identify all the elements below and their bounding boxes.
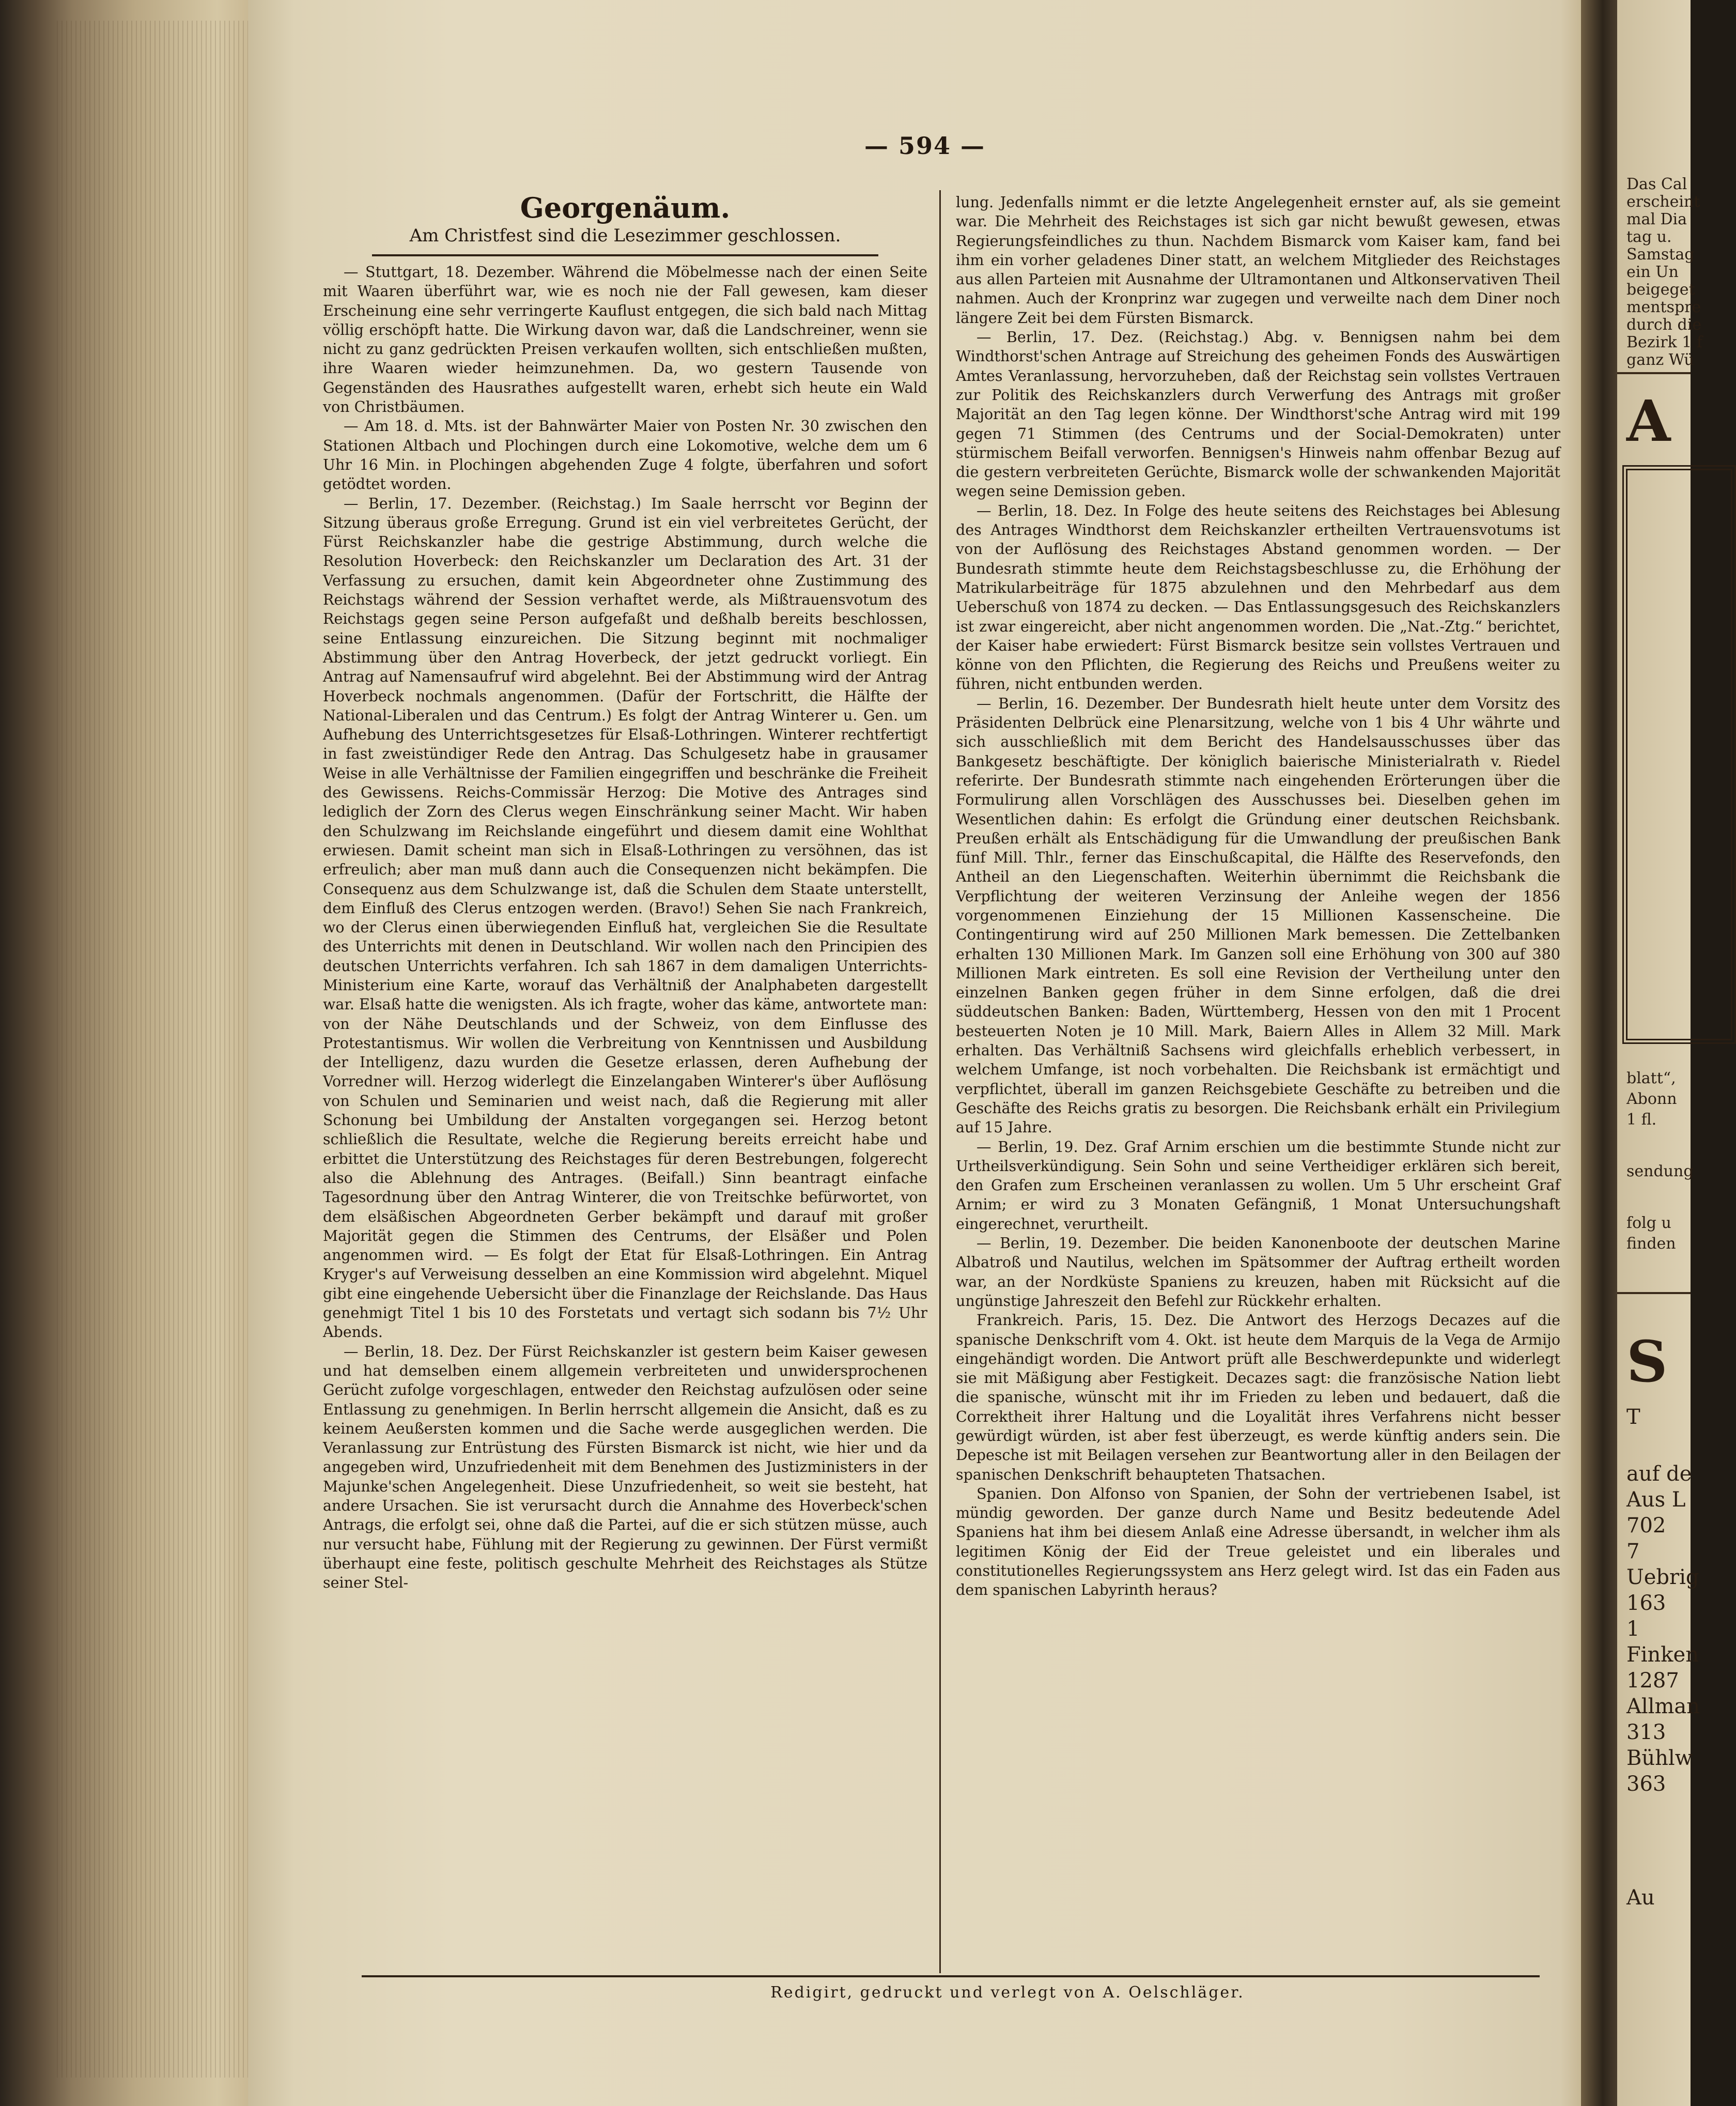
- article-berlin-arnim: — Berlin, 19. Dez. Graf Arnim erschien um die bestimmte Stunde nicht zur Urtheilsverkündigung. Sein Sohn und seine Vertheidiger erklären sich bereit, den Grafen zum Erscheinen veranlassen zu wollen. Um 5 Uhr erscheint Graf Arnim; er wird zu 3 Monaten Gefängniß, 1 Monat Untersuchungshaft eingerechnet, verurtheilt.: [956, 1138, 1560, 1233]
- article-berlin-bennigsen: — Berlin, 17. Dez. (Reichstag.) Abg. v. Bennigsen nahm bei dem Windthorst'schen Antrage auf Streichung des geheimen Fonds des Auswärtigen Amtes Veranlassung, hervorzuheben, daß der Reichstag sein vollstes Vertrauen zur Politik des Reichskanzlers durch Verwerfung des Antrags mit großer Majorität an den Tag legen könne. Der Windthorst'sche Antrag wird mit 199 gegen 71 Stimmen (des Centrums und der Social-Demokraten) unter stürmischem Beifall verworfen. Bennigsen's Hinweis nahm offenbar Bezug auf die gestern verbreiteten Gerüchte, Bismarck wolle der schwankenden Majorität wegen seine Demission geben.: [956, 329, 1560, 500]
- book-gutter: [1581, 0, 1617, 2106]
- next-page-line: sendung: [1626, 1162, 1694, 1180]
- next-page-ornament-frame: [1622, 465, 1736, 1044]
- article-spanien: Spanien. Don Alfonso von Spanien, der Sohn der vertriebenen Isabel, ist mündig geworden. Der ganze durch Name und Besitz bedeutende Adel Spaniens hat ihm bei diesem Anlaß eine Adresse übersandt, in welcher ihm als legitimen König der Eid der Treue geleistet und ein liberales und constitutionelles Regierungssystem ans Herz gelegt wird. Ist das ein Faden aus dem spanischen Labyrinth heraus?: [956, 1485, 1560, 1599]
- next-page-line: Finken: [1626, 1643, 1699, 1667]
- next-page-line: Allman: [1626, 1695, 1700, 1718]
- article-frankreich: Frankreich. Paris, 15. Dez. Die Antwort des Herzogs Decazes auf die spanische Denkschrift vom 4. Okt. ist heute dem Marquis de la Vega de Armijo eingehändigt worden. Die Antwort prüft alle Beschwerdepunkte und widerlegt sie mit Mäßigung aber Festigkeit. Decazes sagt: die französische Nation liebt die spanische, wünscht mit ihr im Frieden zu leben und bedauert, daß die Correktheit ihrer Haltung und die Loyalität ihres Verfahrens nicht besser gewürdigt würden, ist aber fest überzeugt, es werde künftig anders sein. Die Depesche ist mit Beilagen versehen zur Beantwortung aller in den Beilagen der spanischen Denkschrift behaupteten Thatsachen.: [956, 1312, 1560, 1483]
- next-page-rule: [1617, 372, 1691, 374]
- next-page-initial: S: [1626, 1328, 1668, 1395]
- next-page-initial: A: [1626, 388, 1671, 454]
- next-page-line: Abonn: [1626, 1090, 1677, 1108]
- next-page-line: Uebrig: [1626, 1565, 1699, 1589]
- article-berlin-18-kanzler: — Berlin, 18. Dez. Der Fürst Reichskanzler ist gestern beim Kaiser gewesen und hat demselben einem allgemein verbreiteten und unwidersprochenen Gerücht zufolge vorgeschlagen, entweder den Reichstag aufzulösen oder seine Entlassung zu genehmigen. In Berlin herrscht allgemein die Ansicht, daß es zu keinem Aeußersten kommen und die Sache werde ausgeglichen werden. Die Veranlassung zur Entrüstung des Fürsten Bismarck ist nicht, wie hier und da angegeben wird, Unzufriedenheit mit dem Benehmen des Justizministers in der Majunke'schen Angelegenheit. Diese Unzufriedenheit, so weit sie besteht, hat andere Ursachen. Sie ist verursacht durch die Annahme des Hoverbeck'schen Antrags, die erfolgt sei, ohne daß die Partei, auf die er sich stützen müsse, auch nur versucht habe, Fühlung mit der Regierung zu gewinnen. Der Fürst vermißt überhaupt eine feste, politisch geschulte Mehrheit des Reichstages als Stütze seiner Stel-: [323, 1343, 927, 1592]
- next-page-line: finden: [1626, 1235, 1676, 1253]
- article-stuttgart-moebelmesse: — Stuttgart, 18. Dezember. Während die Möbelmesse nach der einen Seite mit Waaren überführt war, wie es noch nie der Fall gewesen, kam dieser Erscheinung eine sehr verringerte Kauflust entgegen, die sich bald nach Mittag völlig erschöpft hatte. Die Wirkung davon war, daß die Landschreiner, wenn sie nicht zu ganz gedrückten Preisen verkaufen wollten, sich entschließen mußten, ihre Waaren wieder heimzunehmen. Da, wo gestern Tausende von Gegenständen des Hausrathes aufgestellt waren, erhebt sich heute ein Wald von Christbäumen.: [323, 264, 927, 416]
- column-divider: [939, 190, 941, 1973]
- next-page-line: mentspre: [1626, 298, 1701, 316]
- article-berlin-bundesrath: — Berlin, 16. Dezember. Der Bundesrath hielt heute unter dem Vorsitz des Präsidenten Delbrück eine Plenarsitzung, welche von 1 bis 4 Uhr währte und sich ausschließlich mit dem Bericht des Handelsausschusses über das Bankgesetz beschäftigte. Der königlich baierische Ministerialrath v. Riedel referirte. Der Bundesrath stimmte nach eingehenden Erörterungen über die Formulirung allen Vorschlägen des Ausschusses bei. Dieselben gehen im Wesentlichen dahin: Es erfolgt die Gründung einer deutschen Reichsbank. Preußen erhält als Entschädigung für die Umwandlung der preußischen Bank fünf Mill. Thlr., ferner das Einschußcapital, die Hälfte des Reservefonds, den Antheil an den Liegenschaften. Weiterhin übernimmt die Reichsbank die Verpflichtung der weiteren Verzinsung der Anleihe wegen der 1856 vorgenommenen Einziehung der 15 Millionen Kassenscheine. Die Contingentirung wird auf 250 Millionen Mark bemessen. Die Zettelbanken erhalten 130 Millionen Mark. Im Ganzen soll eine Erhöhung von 300 auf 380 Millionen Mark eintreten. Es soll eine Revision der Vertheilung unter den einzelnen Banken gegen früher in dem Sinne erfolgen, daß die drei süddeutschen Banken: Baden, Württemberg, Hessen von den mit 1 Procent besteuerten Noten je 10 Mill. Mark, Baiern Alles in Allem 32 Mill. Mark erhalten. Das Verhältniß Sachsens wird gleichfalls erheblich verbessert, in welchem Umfange, ist noch vorbehalten. Die Reichsbank ist ermächtigt und verpflichtet, überall im ganzen Reichsgebiete Geschäfte zu betreiben und die Geschäfte des Reichs gratis zu besorgen. Die Reichsbank erhält ein Privilegium auf 15 Jahre.: [956, 695, 1560, 1136]
- next-page-line: erscheint: [1626, 193, 1700, 211]
- next-page-line: 163: [1626, 1591, 1666, 1615]
- next-page-line: folg u: [1626, 1214, 1671, 1232]
- book-page-edges: [0, 0, 289, 2106]
- imprint: Redigirt, gedruckt und verlegt von A. Oelschläger.: [770, 1984, 1245, 2002]
- next-page-line: Bezirk 1 f: [1626, 333, 1702, 351]
- next-page-line: ganz Wü: [1626, 351, 1694, 369]
- next-page-line: tag u.: [1626, 228, 1672, 246]
- next-page-line: T: [1626, 1405, 1640, 1429]
- next-page-line: 363: [1626, 1772, 1666, 1796]
- page-number: — 594 —: [864, 132, 986, 160]
- next-page-line: Aus L: [1626, 1488, 1686, 1512]
- right-column: [956, 193, 1560, 1600]
- next-page-line: Samstag: [1626, 245, 1695, 264]
- next-page-line: beigeget: [1626, 281, 1695, 299]
- next-page-rule: [1617, 1292, 1691, 1294]
- next-page-fragment: [1617, 0, 1702, 2106]
- next-page-line: mal Dia: [1626, 210, 1687, 228]
- next-page-line: 313: [1626, 1720, 1666, 1744]
- footer-rule: [362, 1975, 1540, 1977]
- next-page-line: 1287: [1626, 1669, 1679, 1693]
- next-page-line: Au: [1626, 1886, 1655, 1910]
- left-column: [323, 191, 927, 1592]
- next-page-line: Das Cal: [1626, 175, 1687, 193]
- article-berlin-reichstag-17: — Berlin, 17. Dezember. (Reichstag.) Im Saale herrscht vor Beginn der Sitzung überaus große Erregung. Grund ist ein viel verbreitetes Gerücht, der Fürst Reichskanzler habe die gestrige Abstimmung, durch welche die Resolution Hoverbeck: den Reichskanzler um Declaration des Art. 31 der Verfassung zu ersuchen, damit kein Abgeordneter ohne Zustimmung des Reichstags während der Session verhaftet werde, als Mißtrauensvotum des Reichstags gegen seine Person aufgefaßt und deßhalb bereits beschlossen, seine Entlassung einzureichen. Die Sitzung beginnt mit nochmaliger Abstimmung über den Antrag Hoverbeck, der jetzt gedruckt vorliegt. Ein Antrag auf Namensaufruf wird abgelehnt. Bei der Abstimmung wird der Antrag Hoverbeck nochmals angenommen. (Dafür der Fortschritt, die Hälfte der National-Liberalen und das Centrum.) Es folgt der Antrag Winterer u. Gen. um Aufhebung des Unterrichtsgesetzes für Elsaß-Lothringen. Winterer rechtfertigt in fast zweistündiger Rede den Antrag. Das Schulgesetz habe in grausamer Weise in alle Verhältnisse der Familien eingegriffen und beschränke die Freiheit des Gewissens. Reichs-Commissär Herzog: Die Motive des Antrages sind lediglich der Zorn des Clerus wegen Einschränkung seiner Macht. Wir haben den Schulzwang im Reichslande eingeführt und diesem damit eine Wohlthat erwiesen. Damit scheint man sich in Elsaß-Lothringen zu versöhnen, das ist erfreulich; aber man muß dann auch die Consequenzen nicht bekämpfen. Die Consequenz aus dem Schulzwange ist, daß die Schulen dem Staate unterstellt, dem Einfluß des Clerus entzogen werden. (Bravo!) Sehen Sie nach Frankreich, wo der Clerus einen überwiegenden Einfluß hat, vergleichen Sie die Resultate des Unterrichts mit denen in Deutschland. Wir wollen nach den Principien des deutschen Unterrichts verfahren. Ich sah 1867 in dem damaligen Unterrichts-Ministerium eine Karte, worauf das Verhältniß der Analphabeten dargestellt war. Elsaß hatte die wenigsten. Als ich fragte, woher das käme, antwortete man: von der Nähe Deutschlands und der Schweiz, von dem Einflusse des Protestantismus. Wir wollen die Verbreitung von Kenntnissen und Ausbildung der Intelligenz, dazu wurden die Gesetze erlassen, deren Aufhebung der Vorredner will. Herzog widerlegt die Einzelangaben Winterer's über Auflösung von Schulen und Seminarien und weist nach, daß die Regierung mit aller Schonung bei Umbildung der Anstalten vorgegangen sei. Herzog betont schließlich die Resultate, welche die Regierung bereits erreicht habe und erbittet die Unterstützung des Reichstages für deren Bestrebungen, folgerecht also die Ablehnung des Antrages. (Beifall.) Sinn beantragt einfache Tagesordnung über den Antrag Winterer, die von Treitschke befürwortet, von dem elsäßischen Abgeordneten Gerber bekämpft und darauf mit großer Majorität gegen die Stimmen des Centrums, der Elsäßer und Polen angenommen wird. — Es folgt der Etat für Elsaß-Lothringen. Ein Antrag Kryger's auf Verweisung desselben an eine Kommission wird abgelehnt. Miquel gibt eine eingehende Uebersicht über die Finanzlage der Reichslande. Das Haus genehmigt Titel 1 bis 10 des Forstetats und vertagt sich sodann bis 7½ Uhr Abends.: [323, 495, 927, 1341]
- masthead-subtitle: Am Christfest sind die Lesezimmer geschlossen.: [409, 225, 841, 246]
- next-page-line: ein Un: [1626, 263, 1679, 281]
- masthead-title: Georgenäum.: [520, 191, 731, 224]
- next-page-line: Bühlw: [1626, 1746, 1693, 1770]
- next-page-line: 1: [1626, 1617, 1640, 1641]
- next-page-line: auf de: [1626, 1462, 1692, 1486]
- next-page-line: durch die: [1626, 316, 1702, 334]
- next-page-line: blatt“,: [1626, 1069, 1676, 1087]
- page-stack-lines: [57, 21, 274, 2078]
- next-page-line: 7: [1626, 1540, 1640, 1563]
- article-continuation: lung. Jedenfalls nimmt er die letzte Angelegenheit ernster auf, als sie gemeint war. Die Mehrheit des Reichstages ist sich gar nicht bewußt gewesen, etwas Regierungsfeindliches zu thun. Nachdem Bismarck vom Kaiser kam, fand bei ihm ein vorher geladenes Diner statt, an welchem Mitglieder des Reichstages aus allen Parteien mit Ausnahme der Ultramontanen und Altkonservativen Theil nahmen. Auch der Kronprinz war zugegen und verweilte nach dem Diner noch längere Zeit bei dem Fürsten Bismarck.: [956, 194, 1560, 327]
- next-page-line: 1 fl.: [1626, 1111, 1657, 1129]
- article-berlin-vertrauensvotum: — Berlin, 18. Dez. In Folge des heute seitens des Reichstages bei Ablesung des Antrages Windthorst dem Reichskanzler ertheilten Vertrauensvotums ist von der Auflösung des Reichstages Abstand genommen worden. — Der Bundesrath stimmte heute dem Reichstagsbeschlusse zu, die Erhöhung der Matrikularbeiträge für 1875 abzulehnen und den Mehrbedarf aus dem Ueberschuß von 1874 zu decken. — Das Entlassungsgesuch des Reichskanzlers ist zwar eingereicht, aber nicht angenommen worden. Die „Nat.-Ztg.“ berichtet, der Kaiser habe erwiedert: Fürst Bismarck besitze sein vollstes Vertrauen und könne von den Pflichten, die Regierung des Reichs und Preußens weiter zu führen, nicht entbunden werden.: [956, 502, 1560, 693]
- article-berlin-kanonenboote: — Berlin, 19. Dezember. Die beiden Kanonenboote der deutschen Marine Albatroß und Nautilus, welchen im Spätsommer der Auftrag ertheilt worden war, an der Nordküste Spaniens zu kreuzen, haben mit Rücksicht auf die ungünstige Jahreszeit den Befehl zur Rückkehr erhalten.: [956, 1235, 1560, 1310]
- masthead-rule: [372, 254, 878, 256]
- next-page-line: 702: [1626, 1514, 1666, 1538]
- article-bahnwaerter: — Am 18. d. Mts. ist der Bahnwärter Maier von Posten Nr. 30 zwischen den Stationen Altbach und Plochingen durch eine Lokomotive, welche dem um 6 Uhr 16 Min. in Plochingen abgehenden Zuge 4 folgte, überfahren und sofort getödtet worden.: [323, 418, 927, 493]
